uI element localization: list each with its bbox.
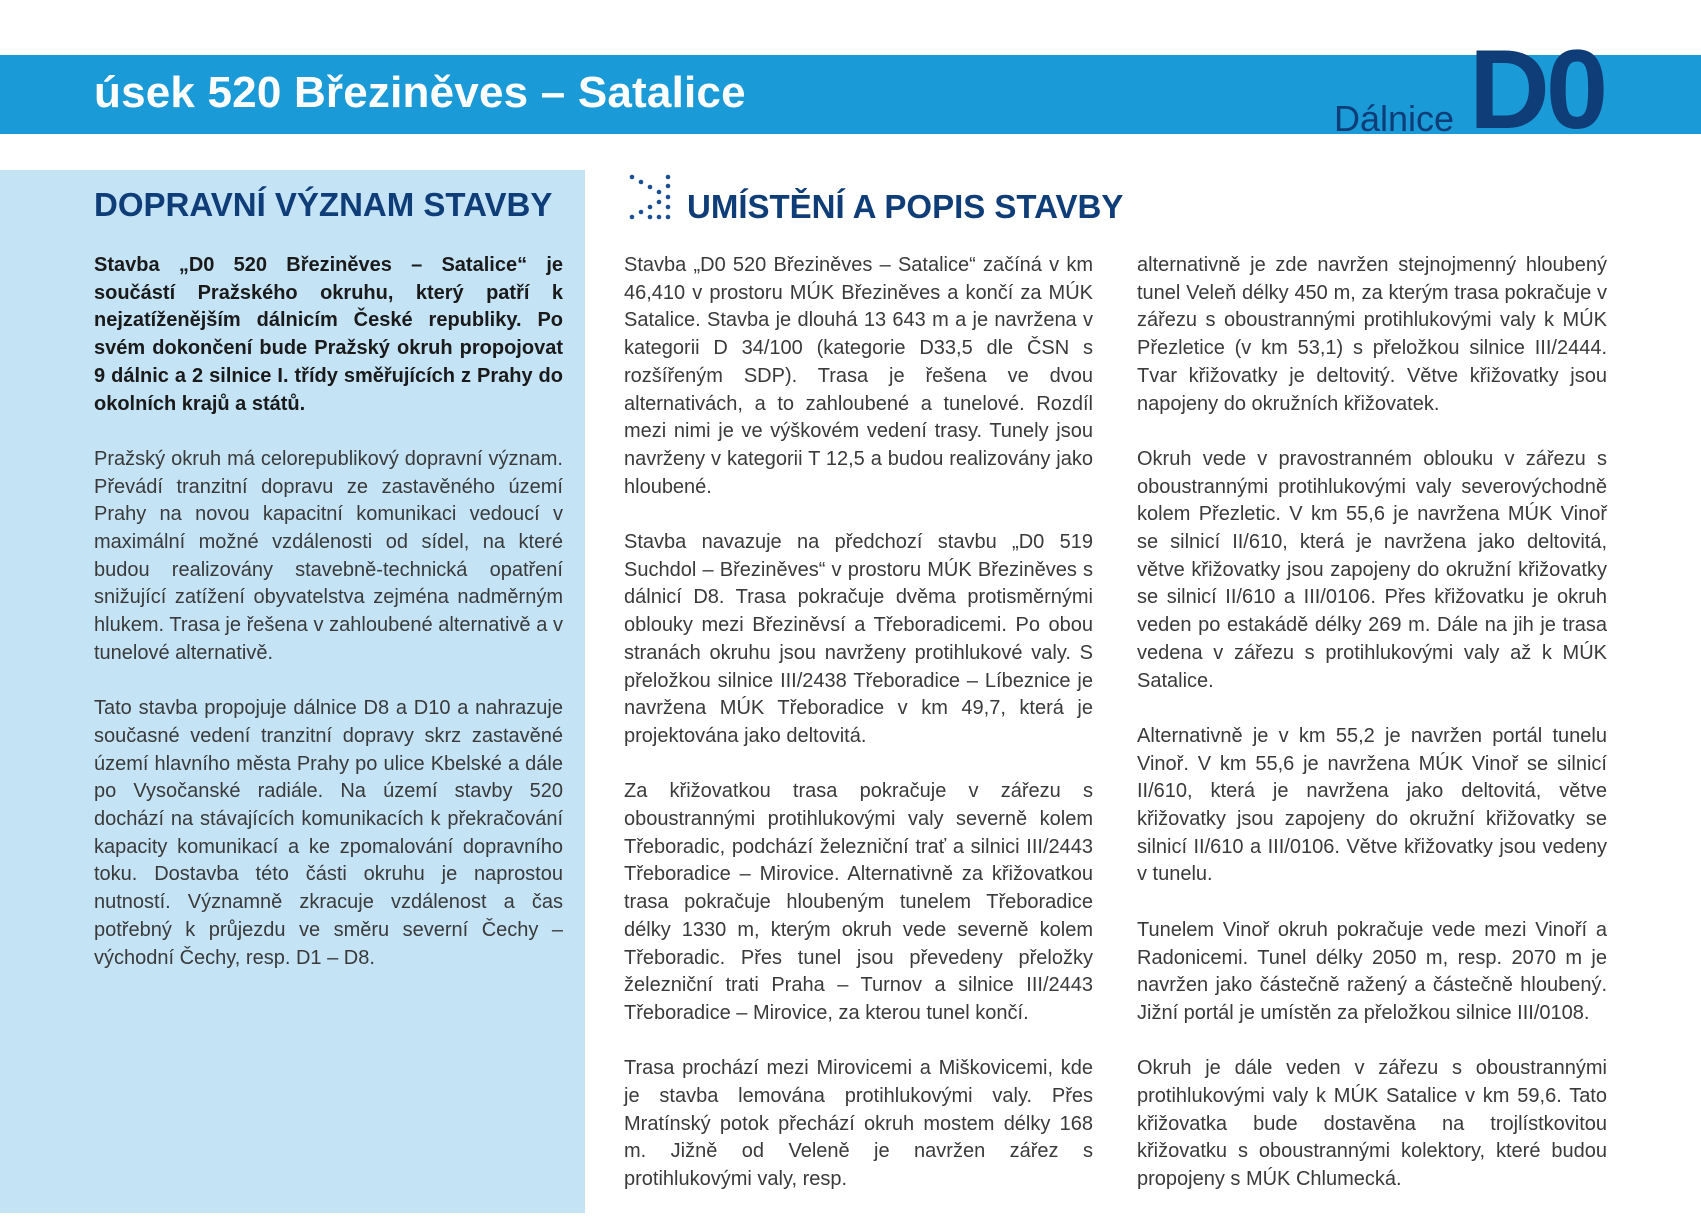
paragraph: Okruh je dále veden v zářezu s oboustrannými protihlukovými valy k MÚK Satalice v km 59,6. Tato křižovatka bude dostavěna na trojlístkovitou křižovatku s oboustrannými kolektory, které budou propojeny s MÚK Chlumecká. <box>1137 1057 1607 1191</box>
brand-word: Dálnice <box>1334 98 1455 139</box>
paragraph: Tunelem Vinoř okruh pokračuje vede mezi Vinoří a Radonicemi. Tunel délky 2050 m, resp. 2070 m je navržen jako částečně ražený a částečně hloubený. Jižní portál je umístěn za přeložkou silnice III/0108. <box>1137 918 1607 1024</box>
paragraph: Tato stavba propojuje dálnice D8 a D10 a nahrazuje současné vedení tranzitní dopravy skrz zastavěné území hlavního města Prahy po ulice Kbelské a dále po Vysočanské radiále. Na území stavby 520 dochází na stávajících komunikacích k překračování kapacity komunikací a ke zpomalování dopravního toku. Dostavba této části okruhu je naprostou nutností. Významně zkracuje vzdálenost a čas potřebný k průjezdu ve směru severní Čechy – východní Čechy, resp. D1 – D8. <box>94 697 563 969</box>
middle-column <box>624 252 1093 1222</box>
paragraph: Stavba „D0 520 Březiněves – Satalice“ začíná v km 46,410 v prostoru MÚK Březiněves a končí za MÚK Satalice. Stavba je dlouhá 13 643 m a je navržena v kategorii D 34/100 (kategorie D33,5 dle ČSN s rozšířeným SDP). Trasa je řešena ve dvou alternativách, a to zahloubené a tunelové. Rozdíl mezi nimi je ve výškovém vedení trasy. Tunely jsou navrženy v kategorii T 12,5 a budou realizovány jako hloubené. <box>624 254 1093 498</box>
brand-code: D0 <box>1469 27 1605 152</box>
lead-paragraph: Stavba „D0 520 Březiněves – Satalice“ je součástí Pražského okruhu, který patří k nejzatíženějším dálnicím České republiky. Po svém dokončení bude Pražský okruh propojovat 9 dálnic a 2 silnice I. třídy směřujících z Prahy do okolních krajů a států. <box>94 254 563 415</box>
dots-arrow-icon <box>629 173 674 221</box>
section-heading-left: DOPRAVNÍ VÝZNAM STAVBY <box>94 186 553 223</box>
paragraph: Okruh vede v pravostranném oblouku v zářezu s oboustrannými protihlukovými valy severovýchodně kolem Přezletic. V km 55,6 je navržena MÚK Vinoř se silnicí II/610, která je navržena jako deltovitá, větve křižovatky jsou zapojeny do okružní křižovatky se silnicí II/610 a III/0106. Přes křižovatku je okruh veden po estakádě délky 269 m. Dále na jih je trasa vedena v zářezu s protihlukovými valy až k MÚK Satalice. <box>1137 447 1607 692</box>
paragraph: Trasa prochází mezi Mirovicemi a Miškovicemi, kde je stavba lemována protihlukovými valy. Přes Mratínský potok přechází okruh mostem délky 168 m. Jižně od Veleně je navržen zářez s protihlukovými valy, resp. <box>624 1057 1093 1191</box>
page-title: úsek 520 Březiněves – Satalice <box>94 68 746 117</box>
paragraph: alternativně je zde navržen stejnojmenný hloubený tunel Veleň délky 450 m, za kterým trasa pokračuje v zářezu s oboustrannými protihlukovými valy k MÚK Přezletice (v km 53,1) s přeložkou silnice III/2444. Tvar křižovatky je deltovitý. Větve křižovatky jsou napojeny do okružních křižovatek. <box>1137 254 1607 415</box>
paragraph: Stavba navazuje na předchozí stavbu „D0 519 Suchdol – Březiněves“ v prostoru MÚK Březiněves s dálnicí D8. Trasa pokračuje dvěma protisměrnými oblouky mezi Březiněvsí a Třeboradicemi. Po obou stranách okruhu jsou navrženy protihlukové valy. S přeložkou silnice III/2438 Třeboradice – Líbeznice je navržena MÚK Třeboradice v km 49,7, která je projektována jako deltovitá. <box>624 531 1093 747</box>
right-column <box>1137 252 1607 1222</box>
paragraph: Alternativně je v km 55,2 je navržen portál tunelu Vinoř. V km 55,6 je navržena MÚK Vinoř se silnicí II/610, která je navržena jako deltovitá, větve křižovatky jsou zapojeny do okružní křižovatky se silnicí II/610 a III/0106. Větve křižovatky jsou vedeny v tunelu. <box>1137 724 1607 886</box>
paragraph: Pražský okruh má celorepublikový dopravní význam. Převádí tranzitní dopravu ze zastavěného území Prahy na novou kapacitní komunikaci vedoucí v maximální možné vzdálenosti od sídel, na které budou realizovány stavebně-technická opatření snižující zatížení obyvatelstva zejména nadměrným hlukem. Trasa je řešena v zahloubené alternativě a v tunelové alternativě. <box>94 447 563 664</box>
left-column <box>94 252 563 1000</box>
section-heading-right: UMÍSTĚNÍ A POPIS STAVBY <box>687 188 1124 225</box>
paragraph: Za křižovatkou trasa pokračuje v zářezu s oboustrannými protihlukovými valy severně kolem Třeboradic, podchází železniční trať a silnici III/2443 Třeboradice – Mirovice. Alternativně za křižovatkou trasa pokračuje hloubeným tunelem Třeboradice délky 1330 m, kterým okruh vede severně kolem Třeboradic. Přes tunel jsou převedeny přeložky železniční trati Praha – Turnov a silnice III/2443 Třeboradice – Mirovice, za kterou tunel končí. <box>624 780 1093 1024</box>
